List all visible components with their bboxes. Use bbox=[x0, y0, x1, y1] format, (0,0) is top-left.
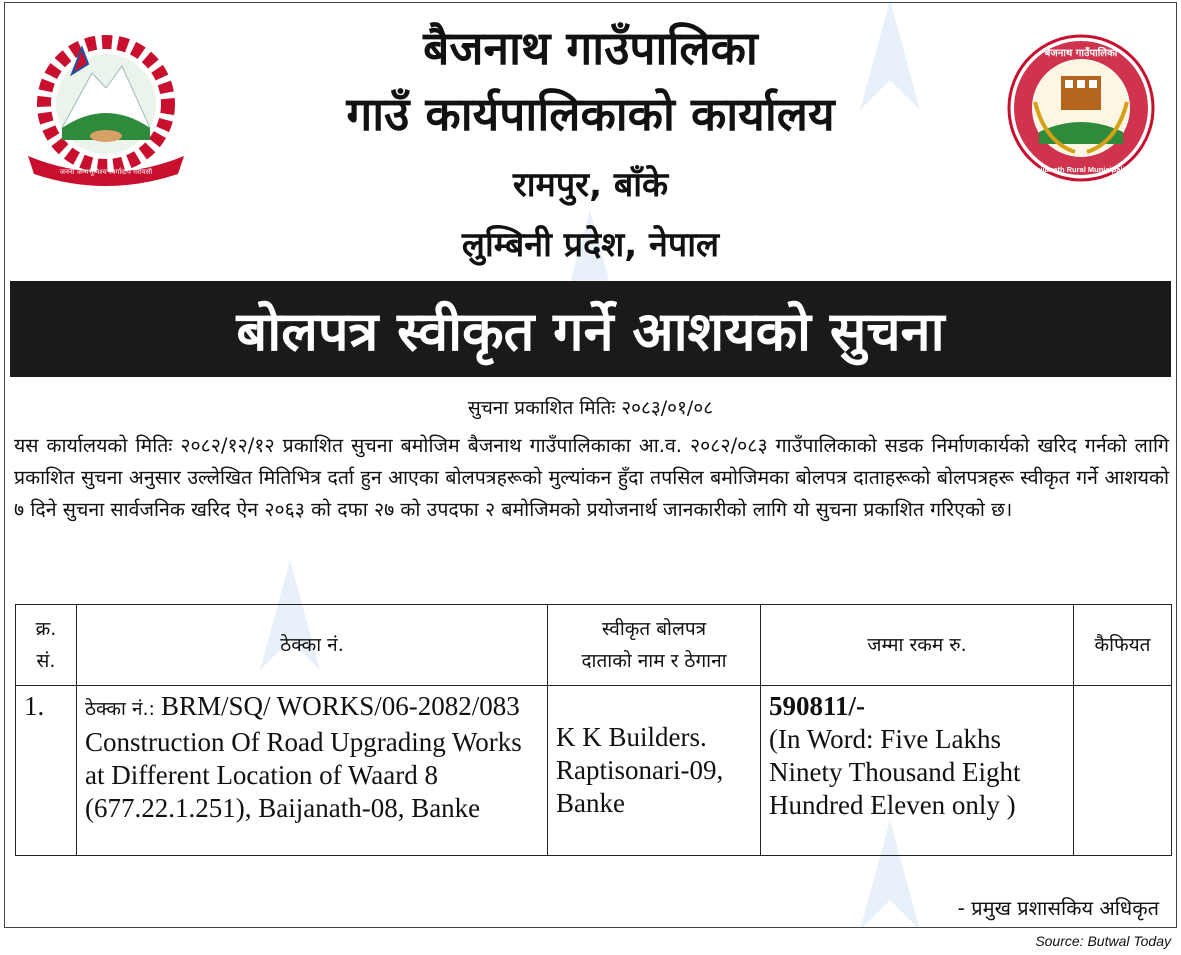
notice-title-banner bbox=[10, 281, 1171, 377]
contract-prefix: ठेक्का नं.: bbox=[85, 698, 161, 720]
table-row bbox=[16, 686, 1172, 856]
emblem-motto: जननी जन्मभूमिश्च स्वर्गादपि गरीयसी bbox=[59, 168, 153, 176]
header-bidder-line1: स्वीकृत बोलपत्र bbox=[601, 618, 707, 640]
office-address: रामपुर, बाँके bbox=[512, 165, 669, 205]
notice-body: यस कार्यालयको मितिः २०८२/१२/१२ प्रकाशित सुचना बमोजिम बैजनाथ गाउँपालिकाका आ.व. २०८२/०८३ गाउँपालिकाको सडक निर्माणकार्यको खरिद गर्नको लागि प्रकाशित सुचना अनुसार उल्लेखित मितिभित्र दर्ता हुन आएका बोलपत्रहरूको मुल्यांकन हुँदा तपसिल बमोजिमका बोलपत्र दाताहरूको बोलपत्रहरू स्वीकृत गर्ने आशयको ७ दिने सुचना सार्वजनिक खरिद ऐन २०६३ को दफा २७ को उपदफा २ बमोजिमको प्रयोजनार्थ जानकारीको लागि यो सुचना प्रकाशित गरिएको छ। bbox=[14, 434, 1169, 521]
header-bidder bbox=[548, 605, 761, 686]
amount-figure: 590811/- bbox=[769, 691, 866, 721]
publish-date: सुचना प्रकाशित मितिः २०८३/०१/०८ bbox=[467, 397, 714, 419]
header bbox=[0, 0, 1181, 275]
header-sn-line1: क्र. bbox=[35, 618, 57, 640]
municipality-logo-icon bbox=[1005, 32, 1157, 184]
row-bidder bbox=[548, 686, 761, 856]
header-contract: ठेक्का नं. bbox=[77, 605, 548, 686]
header-bidder-line2: दाताको नाम र ठेगाना bbox=[581, 650, 727, 672]
table-header-row bbox=[16, 605, 1172, 686]
notice-title: बोलपत्र स्वीकृत गर्ने आशयको सुचना bbox=[236, 300, 945, 363]
header-sn-line2: सं. bbox=[36, 650, 56, 672]
header-sn bbox=[16, 605, 77, 686]
amount-words: (In Word: Five Lakhs Ninety Thousand Eight Hundred Eleven only ) bbox=[769, 724, 1021, 820]
logo-bottom-text: Baijanath Rural Municipality bbox=[1030, 165, 1132, 174]
row-contract bbox=[77, 686, 548, 856]
row-remarks bbox=[1074, 686, 1172, 856]
contract-text: BRM/SQ/ WORKS/06-2082/083 Construction Of Road Upgrading Works at Different Location of Waard 8 (677.22.1.251), Baijanath-08, Banke bbox=[85, 691, 522, 823]
row-amount bbox=[761, 686, 1074, 856]
tender-table bbox=[15, 604, 1172, 856]
header-amount: जम्मा रकम रु. bbox=[761, 605, 1074, 686]
signatory: - प्रमुख प्रशासकिय अधिकृत bbox=[957, 896, 1159, 920]
bidder-text: K K Builders. Raptisonari-09, Banke bbox=[556, 722, 724, 818]
province-country: लुम्बिनी प्रदेश, नेपाल bbox=[461, 225, 720, 265]
header-remarks: कैफियत bbox=[1074, 605, 1172, 686]
office-name: गाउँ कार्यपालिकाको कार्यालय bbox=[346, 87, 835, 141]
municipality-name: बैजनाथ गाउँपालिका bbox=[423, 21, 758, 75]
logo-top-text: बैजनाथ गाउँपालिका bbox=[1044, 48, 1118, 59]
source-credit: Source: Butwal Today bbox=[1035, 933, 1171, 949]
row-sn: 1. bbox=[16, 686, 77, 856]
